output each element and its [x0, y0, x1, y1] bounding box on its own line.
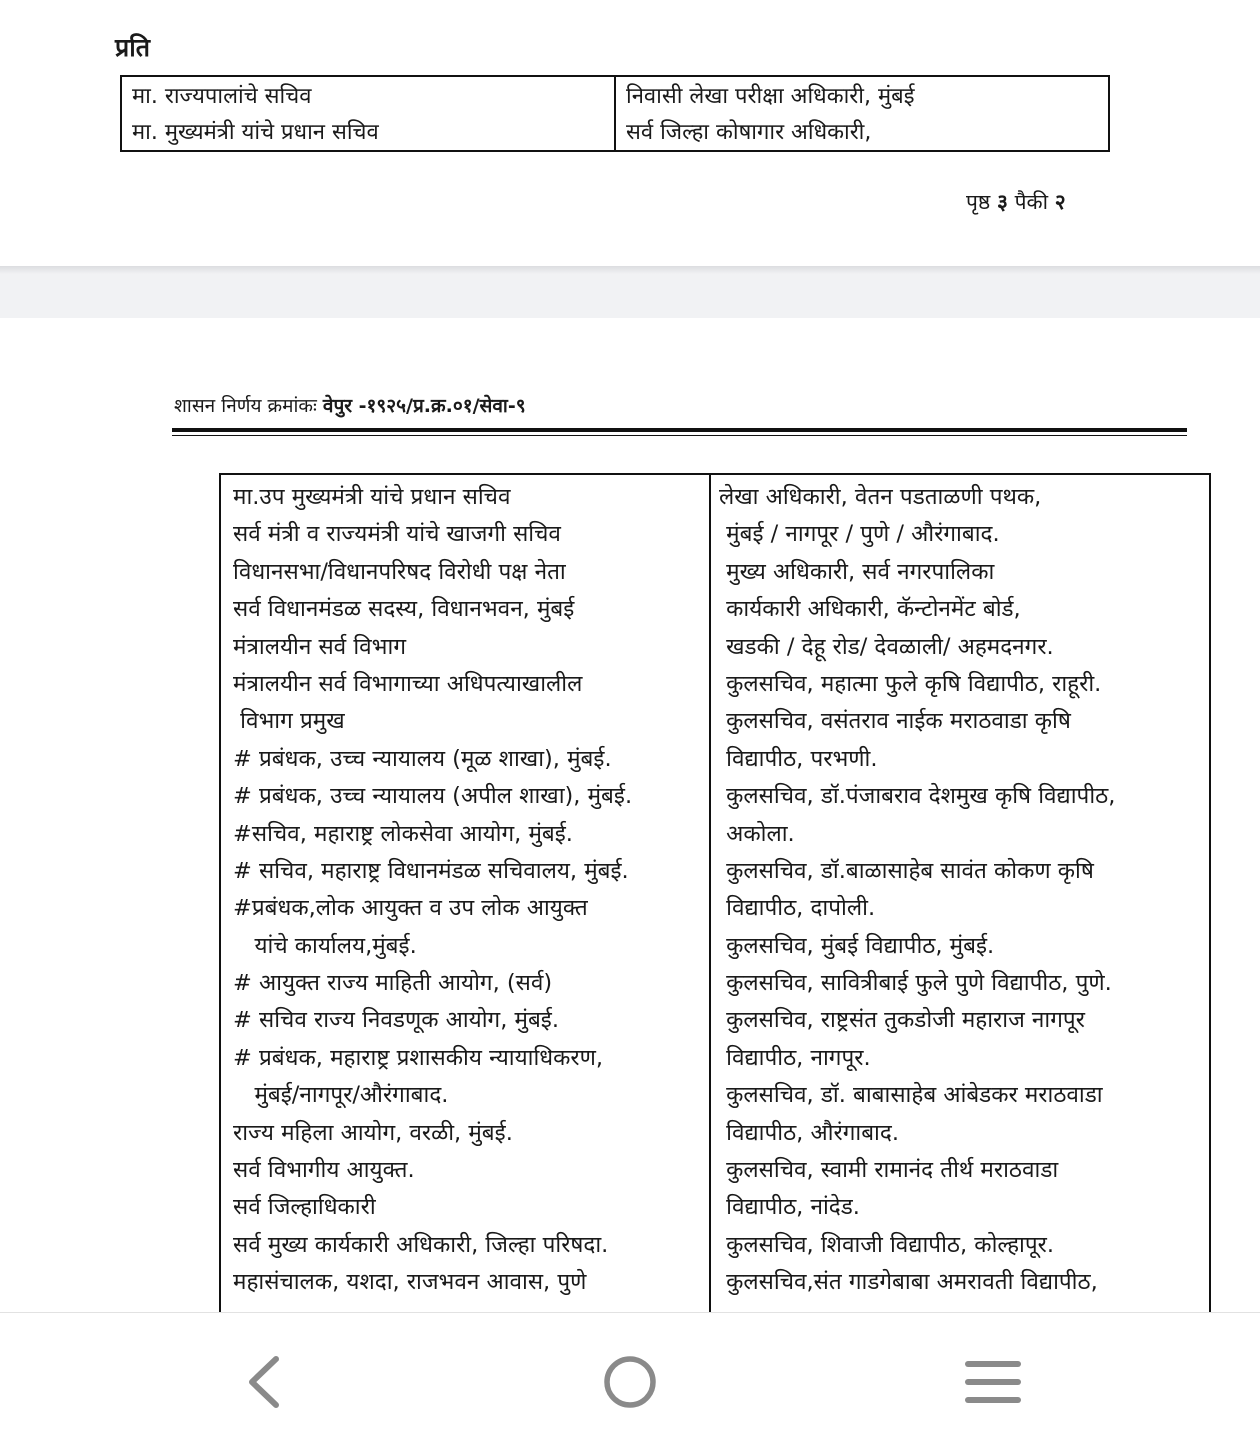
- recipient-line: यांचे कार्यालय,मुंबई.: [233, 932, 417, 959]
- page-separator: [0, 266, 1260, 274]
- recipient-line: मा.उप मुख्यमंत्री यांचे प्रधान सचिव: [233, 484, 511, 510]
- recipients-left-column: [221, 475, 711, 1312]
- recipient-line: कुलसचिव, वसंतराव नाईक मराठवाडा कृषि: [719, 708, 1071, 735]
- recipient-line: कार्यकारी अधिकारी, कॅन्टोनमेंट बोर्ड,: [719, 596, 1021, 623]
- document-page-previous: [0, 0, 1260, 266]
- navigation-bar: [0, 1312, 1260, 1437]
- recipient-line: सर्व विभागीय आयुक्त.: [233, 1157, 415, 1184]
- recipient-line: #सचिव, महाराष्ट्र लोकसेवा आयोग, मुंबई.: [233, 820, 573, 847]
- recipient-line: कुलसचिव, डॉ.बाळासाहेब सावंत कोकण कृषि: [719, 857, 1094, 884]
- document-page-current[interactable]: [0, 318, 1260, 1312]
- recipient-line: विभाग प्रमुख: [233, 708, 345, 735]
- recipient-line: मा. राज्यपालांचे सचिव: [132, 84, 312, 109]
- recipients-right-column: [711, 475, 1209, 1312]
- recipient-line: विद्यापीठ, नागपूर.: [719, 1044, 871, 1071]
- header-rule-thin: [172, 435, 1187, 436]
- recipient-line: खडकी / देहू रोड/ देवळाली/ अहमदनगर.: [719, 633, 1054, 660]
- recipient-line: सर्व मंत्री व राज्यमंत्री यांचे खाजगी सचिव: [233, 521, 561, 548]
- recipient-line: # प्रबंधक, महाराष्ट्र प्रशासकीय न्यायाधिकरण,: [233, 1044, 604, 1071]
- recipient-line: निवासी लेखा परीक्षा अधिकारी, मुंबई: [626, 84, 915, 109]
- home-icon[interactable]: [595, 1347, 665, 1417]
- recipient-line: # सचिव राज्य निवडणूक आयोग, मुंबई.: [233, 1007, 560, 1034]
- recipients-right-column: [614, 77, 1108, 150]
- recipient-line: विद्यापीठ, नांदेड.: [719, 1194, 860, 1221]
- recipients-heading: प्रति: [115, 33, 150, 62]
- page-number-current: ३: [997, 190, 1008, 214]
- recipient-line: कुलसचिव,संत गाडगेबाबा अमरावती विद्यापीठ,: [719, 1269, 1098, 1296]
- page-number-prefix: पृष्ठ: [966, 190, 991, 214]
- recipient-line: कुलसचिव, डॉ.पंजाबराव देशमुख कृषि विद्यापीठ,: [719, 783, 1116, 810]
- recipient-line: कुलसचिव, महात्मा फुले कृषि विद्यापीठ, राहूरी.: [719, 670, 1102, 697]
- recipient-line: # सचिव, महाराष्ट्र विधानमंडळ सचिवालय, मुंबई.: [233, 857, 629, 884]
- recipient-line: कुलसचिव, स्वामी रामानंद तीर्थ मराठवाडा: [719, 1157, 1059, 1184]
- recipient-line: कुलसचिव, मुंबई विद्यापीठ, मुंबई.: [719, 932, 995, 959]
- recipient-line: सर्व जिल्हा कोषागार अधिकारी,: [626, 120, 872, 145]
- recipient-line: मंत्रालयीन सर्व विभाग: [233, 633, 406, 660]
- recipient-line: अकोला.: [719, 820, 795, 847]
- recipient-line: मा. मुख्यमंत्री यांचे प्रधान सचिव: [132, 120, 379, 145]
- recipient-line: मुंबई / नागपूर / पुणे / औरंगाबाद.: [719, 521, 1000, 548]
- recipient-line: सर्व विधानमंडळ सदस्य, विधानभवन, मुंबई: [233, 596, 575, 623]
- recipients-table-top: [120, 75, 1110, 152]
- gr-number: वेपुर -१९२५/प्र.क्र.०१/सेवा-९: [322, 395, 526, 417]
- recipient-line: सर्व मुख्य कार्यकारी अधिकारी, जिल्हा परिषदा.: [233, 1231, 609, 1258]
- recipient-line: विद्यापीठ, औरंगाबाद.: [719, 1119, 899, 1146]
- recipient-line: # प्रबंधक, उच्च न्यायालय (अपील शाखा), मुंबई.: [233, 783, 633, 810]
- menu-icon[interactable]: [958, 1347, 1028, 1417]
- recipient-line: विद्यापीठ, परभणी.: [719, 745, 878, 772]
- gr-label: शासन निर्णय क्रमांकः: [174, 395, 317, 417]
- recipient-line: कुलसचिव, राष्ट्रसंत तुकडोजी महाराज नागपूर: [719, 1007, 1085, 1034]
- page-number: [966, 188, 1066, 216]
- recipient-line: महासंचालक, यशदा, राजभवन आवास, पुणे: [233, 1269, 587, 1296]
- header-rule: [172, 428, 1187, 432]
- recipient-line: # प्रबंधक, उच्च न्यायालय (मूळ शाखा), मुंबई.: [233, 745, 612, 772]
- recipient-line: # आयुक्त राज्य माहिती आयोग, (सर्व): [233, 970, 553, 997]
- page-number-total: २: [1054, 190, 1066, 214]
- recipient-line: कुलसचिव, शिवाजी विद्यापीठ, कोल्हापूर.: [719, 1231, 1055, 1258]
- recipient-line: राज्य महिला आयोग, वरळी, मुंबई.: [233, 1119, 513, 1146]
- page-number-middle: पैकी: [1014, 190, 1049, 214]
- recipient-line: कुलसचिव, डॉ. बाबासाहेब आंबेडकर मराठवाडा: [719, 1082, 1103, 1109]
- recipient-line: मंत्रालयीन सर्व विभागाच्या अधिपत्याखालील: [233, 670, 583, 697]
- recipient-line: मुंबई/नागपूर/औरंगाबाद.: [233, 1082, 449, 1109]
- recipient-line: #प्रबंधक,लोक आयुक्त व उप लोक आयुक्त: [233, 895, 588, 922]
- recipient-line: सर्व जिल्हाधिकारी: [233, 1194, 376, 1221]
- recipient-line: मुख्य अधिकारी, सर्व नगरपालिका: [719, 558, 995, 585]
- recipient-line: विधानसभा/विधानपरिषद विरोधी पक्ष नेता: [233, 558, 566, 585]
- back-icon[interactable]: [230, 1347, 300, 1417]
- recipients-left-column: [122, 77, 614, 150]
- recipient-line: विद्यापीठ, दापोली.: [719, 895, 876, 922]
- recipient-line: लेखा अधिकारी, वेतन पडताळणी पथक,: [719, 484, 1042, 510]
- recipient-line: कुलसचिव, सावित्रीबाई फुले पुणे विद्यापीठ, पुणे.: [719, 970, 1112, 997]
- recipients-table: [219, 473, 1211, 1312]
- gr-reference: [174, 392, 526, 418]
